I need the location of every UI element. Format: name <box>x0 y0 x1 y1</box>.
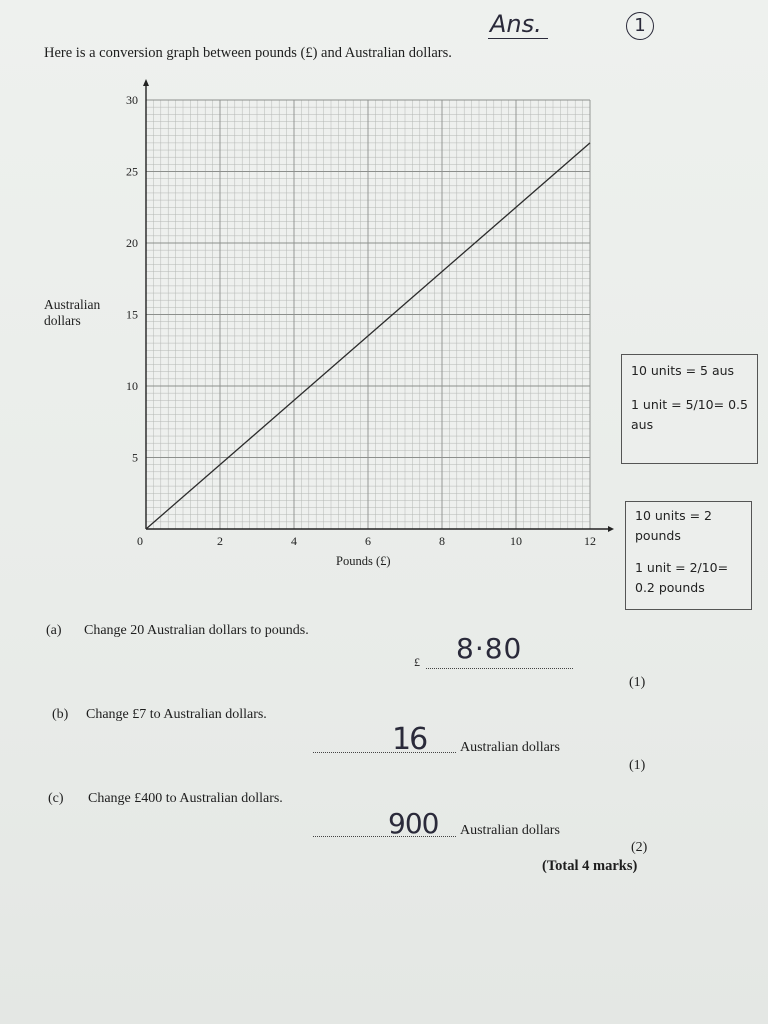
y-axis-label: Australian dollars <box>44 297 101 328</box>
x-tick-label: 0 <box>137 534 143 548</box>
intro-text: Here is a conversion graph between pounds (£) and Australian dollars. <box>44 45 452 61</box>
question-a-prefix: £ <box>414 655 420 669</box>
y-tick-label: 5 <box>132 450 138 465</box>
question-a-text: Change 20 Australian dollars to pounds. <box>84 623 309 638</box>
note-pounds-units <box>625 501 752 610</box>
question-c-marks: (2) <box>631 840 648 855</box>
y-tick-label: 20 <box>126 236 138 250</box>
x-tick-label: 10 <box>510 534 522 548</box>
x-tick-label: 6 <box>365 534 371 548</box>
x-tick-label: 12 <box>584 534 596 548</box>
question-number: 1 <box>634 15 646 36</box>
note-pounds-line1: 10 units = 2 pounds <box>635 508 712 543</box>
question-a-label: (a) <box>46 623 62 638</box>
y-tick-label: 25 <box>126 164 138 179</box>
question-c-label: (c) <box>48 791 64 806</box>
question-b-answer: 16 <box>392 722 427 757</box>
ans-label: Ans. <box>488 10 548 39</box>
note-aus-units <box>621 354 758 464</box>
note-aus-line2: 1 unit = 5/10= 0.5 aus <box>631 397 748 432</box>
question-a-answer: 8·80 <box>456 632 523 665</box>
x-tick-label: 2 <box>217 534 223 548</box>
y-tick-label: 15 <box>126 307 138 322</box>
question-b-unit: Australian dollars <box>460 740 560 755</box>
question-b-label: (b) <box>52 707 69 722</box>
y-axis-arrow-icon <box>143 79 149 86</box>
note-aus-line1: 10 units = 5 aus <box>631 363 735 378</box>
x-axis-label: Pounds (£) <box>336 554 391 568</box>
question-a-answer-line <box>426 668 573 669</box>
x-axis-arrow-icon <box>608 526 614 532</box>
question-b-text: Change £7 to Australian dollars. <box>86 707 267 722</box>
question-c-text: Change £400 to Australian dollars. <box>88 791 283 806</box>
question-b-marks: (1) <box>629 758 646 773</box>
total-marks: (Total 4 marks) <box>542 858 638 874</box>
y-tick-label: 10 <box>126 379 138 393</box>
x-tick-label: 4 <box>291 534 297 548</box>
note-pounds-line2: 1 unit = 2/10= 0.2 pounds <box>635 560 729 595</box>
question-c-unit: Australian dollars <box>460 823 560 838</box>
question-c-answer: 900 <box>388 807 439 840</box>
y-tick-label: 30 <box>126 93 138 107</box>
question-a-marks: (1) <box>629 675 646 690</box>
x-tick-label: 8 <box>439 534 445 548</box>
question-b-answer-line <box>313 752 456 753</box>
